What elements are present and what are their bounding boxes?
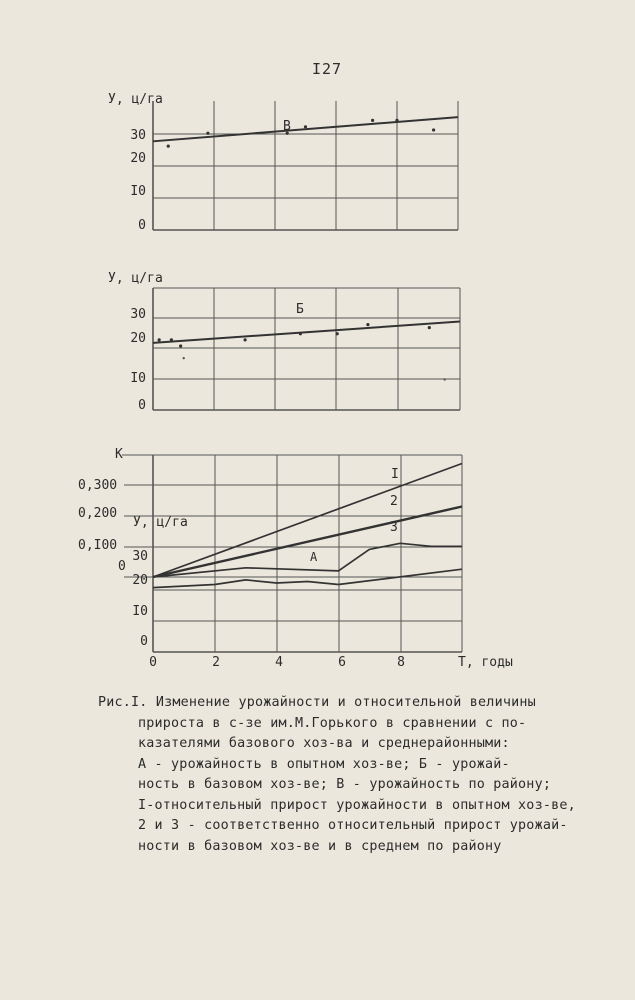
panel-v-tick-30: 30 — [130, 128, 146, 143]
panel-b-point — [336, 332, 339, 335]
panel-b-tick-20: 20 — [130, 331, 146, 346]
panel-v-tick-0: 0 — [138, 218, 146, 233]
panel-v-point — [167, 145, 170, 148]
panel-b-tick-0: 0 — [138, 398, 146, 413]
caption-line: ность в базовом хоз-ве; В - урожайность по району; — [138, 777, 552, 792]
panel-b-tick-10: I0 — [130, 371, 146, 386]
main-y-tick-10: I0 — [132, 604, 148, 619]
panel-b-point — [366, 323, 369, 326]
panel-b-curve-label: Б — [296, 302, 304, 317]
panel-b — [153, 288, 460, 410]
panel-b-tick-30: 30 — [130, 307, 146, 322]
panel-v-point — [432, 128, 435, 131]
caption-line: 2 и 3 - соответственно относительный прирост урожай- — [138, 818, 568, 833]
panel-b-point — [244, 338, 247, 341]
main-y-tick-30: 30 — [132, 549, 148, 564]
panel-v-tick-10: I0 — [130, 184, 146, 199]
panel-v-marks — [153, 117, 458, 148]
panel-b-point — [158, 338, 161, 341]
figure-caption — [98, 693, 578, 857]
curve-label-a: А — [310, 550, 318, 564]
panel-b-point — [299, 332, 302, 335]
panel-v-axis-label: У, ц/га — [108, 92, 163, 107]
caption-line: казателями базового хоз-ва и среднерайонными: — [138, 736, 510, 751]
panel-b-outlier-point — [183, 357, 185, 359]
main-x-axis-label: Т, годы — [458, 655, 513, 670]
main-y-tick-0: 0 — [140, 634, 148, 649]
panel-b-outlier-point — [443, 378, 445, 380]
panel-v-trend-line — [153, 117, 458, 141]
main-x-tick-4: 4 — [275, 655, 283, 670]
panel-b-point — [179, 344, 182, 347]
curve-label-3: 3 — [390, 520, 398, 535]
panel-v-point — [395, 119, 398, 122]
panel-v-tick-20: 20 — [130, 151, 146, 166]
main-x-tick-6: 6 — [338, 655, 346, 670]
panel-b-point — [170, 338, 173, 341]
main-x-tick-8: 8 — [397, 655, 405, 670]
panel-main-marks — [153, 464, 462, 588]
main-x-tick-2: 2 — [212, 655, 220, 670]
main-k-tick-0: 0 — [118, 559, 126, 574]
series-2-line — [153, 507, 462, 578]
panel-v-point — [371, 119, 374, 122]
panel-b-point — [428, 326, 431, 329]
main-x-tick-0: 0 — [149, 655, 157, 670]
caption-line: I-относительный прирост урожайности в опытном хоз-ве, — [138, 797, 576, 813]
panel-b-trend-line — [153, 322, 460, 343]
panel-b-marks — [153, 322, 460, 381]
page-number: I27 — [312, 60, 343, 78]
caption-line: ности в базовом хоз-ве и в среднем по району — [138, 838, 502, 854]
panel-main — [122, 455, 462, 652]
caption-line: А - урожайность в опытном хоз-ве; Б - урожай- — [138, 756, 510, 772]
main-k-tick-100: 0,I00 — [78, 538, 118, 553]
main-y-axis-label: У, ц/га — [133, 515, 188, 530]
series-1-line — [153, 464, 462, 578]
curve-label-2: 2 — [390, 494, 398, 509]
panel-v-curve-label: В — [283, 119, 291, 134]
caption-line: Рис.I. Изменение урожайности и относительной величины — [98, 695, 536, 710]
panel-v-point — [304, 125, 307, 128]
main-k-axis-label: К — [115, 447, 123, 462]
main-y-tick-20: 20 — [132, 573, 148, 588]
main-k-tick-300: 0,300 — [78, 478, 118, 493]
panel-v-point — [206, 132, 209, 135]
main-k-tick-200: 0,200 — [78, 506, 118, 521]
curve-label-1: I — [391, 467, 399, 482]
panel-b-axis-label: У, ц/га — [108, 271, 163, 286]
caption-line: прироста в с-зе им.М.Горького в сравнении с по- — [138, 715, 527, 731]
